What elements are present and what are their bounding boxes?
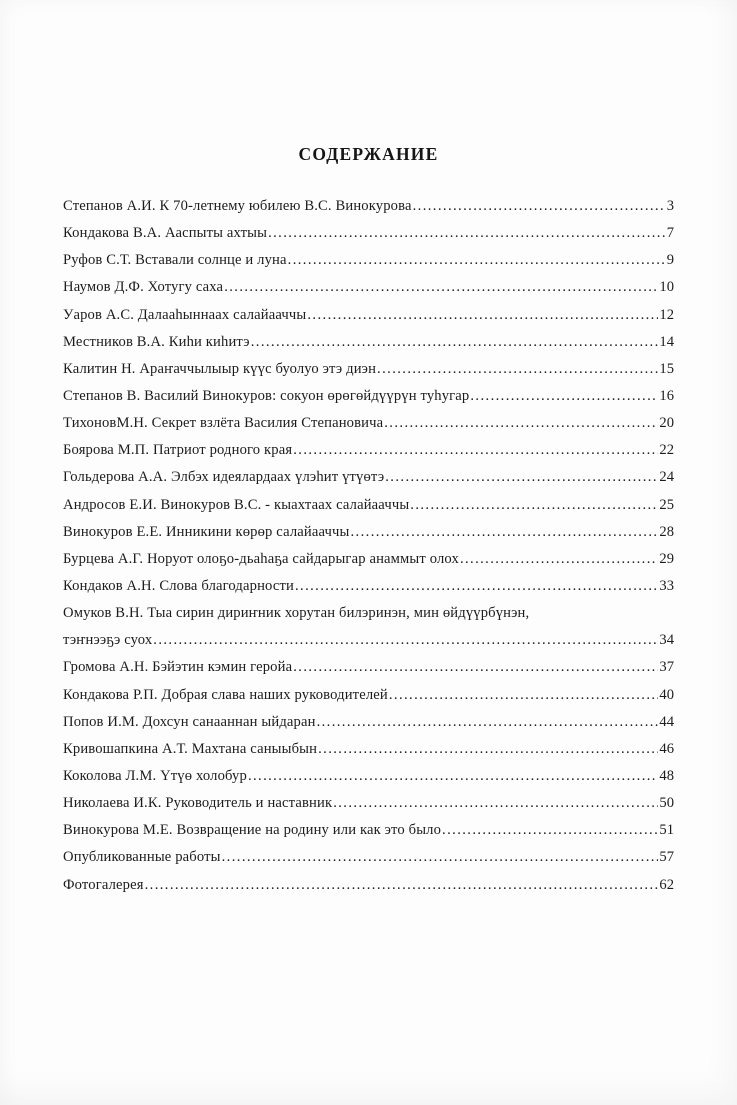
dot-leader — [413, 198, 666, 215]
toc-entry-title: Бурцева А.Г. Норуот олоҕо-дьаһаҕа сайдарыгар анаммыт олох — [63, 550, 459, 567]
toc-entry-title: Громова А.Н. Бэйэтин кэмин геройа — [63, 659, 293, 676]
toc-entry-page: 15 — [659, 360, 674, 377]
toc-entry-title: Фотогалерея — [63, 876, 144, 893]
toc-entry — [63, 388, 674, 415]
toc-entry — [63, 225, 674, 252]
toc-entry-title: Винокуров Е.Е. Инникини көрөр салайааччы — [63, 523, 350, 540]
toc-entry-page: 50 — [659, 795, 674, 812]
toc-entry — [63, 252, 674, 279]
dot-leader — [385, 469, 658, 486]
toc-entry — [63, 497, 674, 524]
toc-entry — [63, 334, 674, 361]
toc-entry — [63, 795, 674, 822]
toc-entry-page: 34 — [659, 632, 674, 649]
toc-entry-title: Руфов С.Т. Вставали солнце и луна — [63, 252, 287, 269]
dot-leader — [222, 849, 659, 866]
toc-entry-title: Кривошапкина А.Т. Махтана саныыбын — [63, 740, 318, 757]
dot-leader — [224, 279, 658, 296]
toc-entry-title: Кондаков А.Н. Слова благодарности — [63, 577, 294, 594]
toc-entry-title: Винокурова М.Е. Возвращение на родину или как это было — [63, 822, 442, 839]
toc-entry-page: 3 — [666, 198, 674, 214]
toc-entry-page: 44 — [659, 713, 674, 730]
toc-entry-title: ТихоновМ.Н. Секрет взлёта Василия Степановича — [63, 415, 384, 432]
toc-entry — [63, 551, 674, 578]
dot-leader — [442, 822, 658, 839]
toc-entry-page: 37 — [659, 659, 674, 676]
dot-leader — [295, 578, 658, 595]
toc-entry-page: 24 — [659, 469, 674, 486]
toc-entry-page: 20 — [659, 415, 674, 432]
dot-leader — [317, 714, 659, 731]
dot-leader — [389, 687, 659, 704]
dot-leader — [248, 768, 658, 785]
page-title: СОДЕРЖАНИЕ — [298, 144, 439, 164]
toc-entry — [63, 578, 674, 605]
toc-entry-page: 33 — [659, 577, 674, 594]
toc-entry-title: Опубликованные работы — [63, 849, 221, 866]
toc-entry — [63, 741, 674, 768]
toc-entry-page: 29 — [659, 550, 674, 567]
toc-entry — [63, 469, 674, 496]
toc-entry-title: Степанов В. Василий Винокуров: сокуон өрөгөйдүүрүн туһугар — [63, 387, 470, 404]
toc-entry-title: Омуков В.Н. Тыа сирин дириҥник хорутан билэринэн, мин өйдүүрбүнэн, — [63, 605, 530, 622]
toc-entry-page: 40 — [659, 686, 674, 703]
toc-entry-title: Кондакова В.А. Ааспыты ахтыы — [63, 225, 268, 242]
toc-entry-title: Боярова М.П. Патриот родного края — [63, 442, 293, 459]
toc-entry-title: Попов И.М. Дохсун санааннан ыйдаран — [63, 713, 316, 730]
toc-entry-title: Степанов А.И. К 70-летнему юбилею В.С. Винокурова — [63, 198, 412, 214]
toc-entry-page: 14 — [659, 333, 674, 350]
toc-entry-title: Андросов Е.И. Винокуров В.С. - кыахтаах салайааччы — [63, 496, 410, 513]
toc-entry-title: Николаева И.К. Руководитель и наставник — [63, 795, 333, 812]
table-of-contents — [63, 198, 674, 904]
toc-entry-page: 57 — [659, 849, 674, 866]
toc-entry-page: 16 — [659, 387, 674, 404]
toc-entry — [63, 714, 674, 741]
dot-leader — [293, 659, 658, 676]
toc-entry — [63, 822, 674, 849]
toc-entry — [63, 687, 674, 714]
toc-entry-title: тэҥнээҕэ суох — [63, 632, 153, 649]
toc-entry — [63, 768, 674, 795]
dot-leader — [460, 551, 658, 568]
toc-entry-title: Коколова Л.М. Үтүө холобур — [63, 767, 247, 784]
dot-leader — [251, 334, 659, 351]
toc-entry — [63, 361, 674, 388]
toc-entry-page: 46 — [659, 740, 674, 757]
toc-entry-page: 51 — [659, 822, 674, 839]
toc-entry-title: Наумов Д.Ф. Хотугу саха — [63, 279, 224, 296]
toc-entry — [63, 198, 674, 225]
dot-leader — [307, 307, 658, 324]
dot-leader — [318, 741, 658, 758]
toc-entry — [63, 524, 674, 551]
toc-entry-page: 9 — [666, 252, 674, 269]
dot-leader — [351, 524, 659, 541]
dot-leader — [333, 795, 658, 812]
toc-entry-title: Кондакова Р.П. Добрая слава наших руководителей — [63, 686, 388, 703]
toc-entry — [63, 279, 674, 306]
dot-leader — [153, 632, 658, 649]
dot-leader — [288, 252, 666, 269]
toc-entry — [63, 307, 674, 334]
toc-entry-page: 62 — [659, 876, 674, 893]
toc-entry-page: 22 — [659, 442, 674, 459]
dot-leader — [410, 497, 658, 514]
toc-entry-page: 25 — [659, 496, 674, 513]
toc-entry-page: 48 — [659, 767, 674, 784]
dot-leader — [145, 877, 659, 894]
toc-entry-title: Местников В.А. Киһи киһитэ — [63, 333, 250, 350]
toc-entry — [63, 659, 674, 686]
dot-leader — [384, 415, 658, 432]
toc-entry-page: 10 — [659, 279, 674, 296]
toc-entry — [63, 632, 674, 659]
toc-entry — [63, 877, 674, 904]
toc-entry — [63, 605, 674, 632]
toc-entry-page: 28 — [659, 523, 674, 540]
toc-entry-page: 12 — [659, 306, 674, 323]
toc-entry-title: Калитин Н. Араҥаччылыыр күүс буолуо этэ диэн — [63, 360, 377, 377]
toc-entry — [63, 849, 674, 876]
toc-entry-page: 7 — [666, 225, 674, 242]
dot-leader — [470, 388, 658, 405]
toc-entry — [63, 442, 674, 469]
toc-entry — [63, 415, 674, 442]
toc-entry-title: Гольдерова А.А. Элбэх идеялардаах үлэһит үтүөтэ — [63, 469, 385, 486]
dot-leader — [377, 361, 658, 378]
toc-entry-title: Уаров А.С. Далааһыннаах салайааччы — [63, 306, 307, 323]
dot-leader — [293, 442, 658, 459]
dot-leader — [268, 225, 666, 242]
